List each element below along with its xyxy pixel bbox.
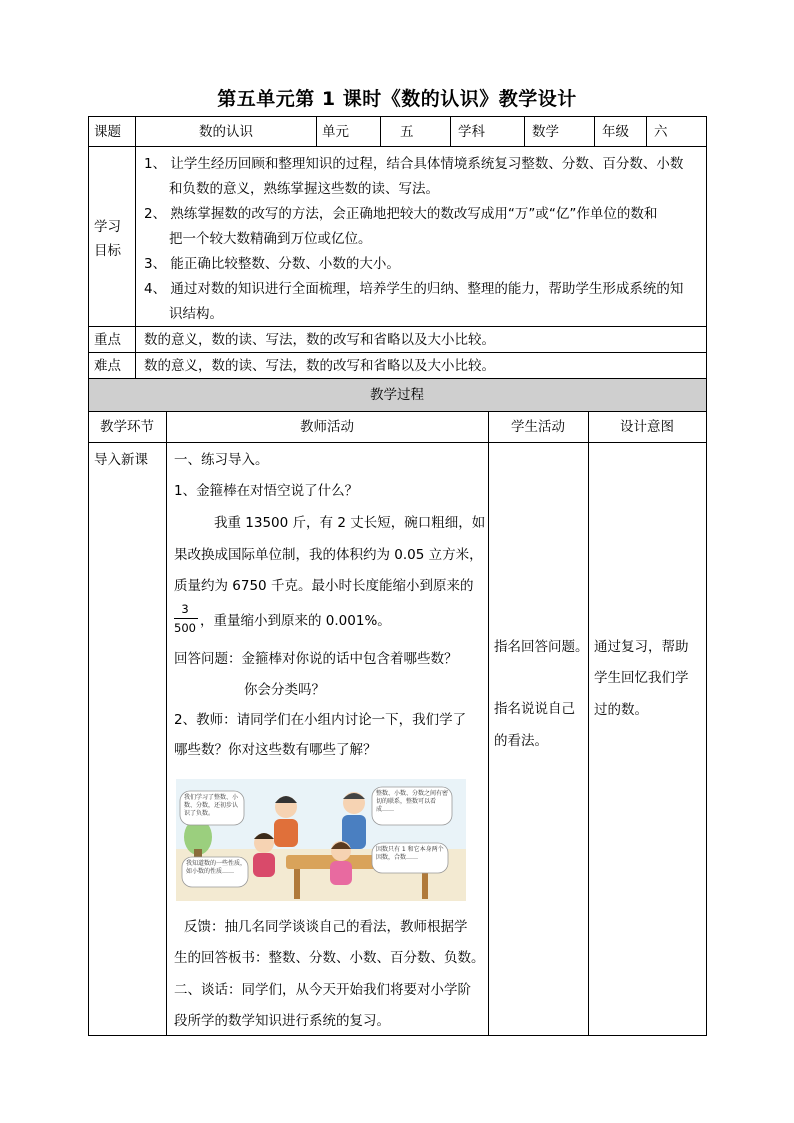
subject-label: 学科 bbox=[458, 124, 485, 140]
student-line: 指名回答问题。 bbox=[494, 639, 589, 655]
teacher-line: 哪些数？你对这些数有哪些了解？ bbox=[174, 742, 377, 758]
intent-line: 学生回忆我们学 bbox=[594, 670, 689, 686]
teacher-line: 果改换成国际单位制，我的体积约为 0.05 立方米， bbox=[174, 547, 483, 563]
fraction-bar bbox=[174, 618, 198, 619]
fraction-numerator: 3 bbox=[181, 602, 189, 616]
table-border bbox=[135, 146, 136, 378]
table-border bbox=[316, 116, 317, 146]
unit-label: 单元 bbox=[322, 124, 349, 140]
table-border bbox=[706, 116, 707, 1036]
table-border bbox=[488, 411, 489, 1036]
table-border bbox=[588, 411, 589, 1036]
teacher-line: 质量约为 6750 千克。最小时长度能缩小到原来的 bbox=[174, 578, 474, 594]
column-student: 学生活动 bbox=[511, 419, 565, 435]
objective-line: 识结构。 bbox=[169, 306, 223, 322]
student-line: 指名说说自己 bbox=[494, 701, 575, 717]
table-border bbox=[88, 1035, 707, 1036]
objective-line: 4、 通过对数的知识进行全面梳理，培养学生的归纳、整理的能力，帮助学生形成系统的知 bbox=[144, 281, 684, 297]
table-border bbox=[88, 378, 707, 379]
table-border bbox=[88, 326, 707, 327]
column-intent: 设计意图 bbox=[620, 419, 674, 435]
teacher-line: ，重量缩小到原来的 0.001%。 bbox=[200, 613, 391, 629]
page-title: 第五单元第 1 课时《数的认识》教学设计 bbox=[217, 88, 577, 110]
difficulty-label: 难点 bbox=[94, 358, 121, 374]
classroom-illustration bbox=[176, 779, 466, 901]
objective-line: 3、 能正确比较整数、分数、小数的大小。 bbox=[144, 256, 400, 272]
grade-value: 六 bbox=[654, 124, 668, 140]
teacher-line: 二、谈话：同学们，从今天开始我们将要对小学阶 bbox=[174, 982, 471, 998]
key-point-value: 数的意义，数的读、写法，数的改写和省略以及大小比较。 bbox=[144, 332, 495, 348]
teacher-line: 2、教师：请同学们在小组内讨论一下，我们学了 bbox=[174, 712, 467, 728]
objective-line: 把一个较大数精确到万位或亿位。 bbox=[169, 231, 372, 247]
intent-line: 通过复习，帮助 bbox=[594, 639, 689, 655]
teacher-line: 回答问题：金箍棒对你说的话中包含着哪些数？ bbox=[174, 651, 458, 667]
teacher-line: 段所学的数学知识进行系统的复习。 bbox=[174, 1013, 390, 1029]
teacher-line: 1、金箍棒在对悟空说了什么？ bbox=[174, 483, 359, 499]
table-border bbox=[166, 411, 167, 1036]
subject-value: 数学 bbox=[532, 124, 559, 140]
column-stage: 教学环节 bbox=[100, 419, 154, 435]
table-border bbox=[88, 411, 707, 412]
topic-label: 课题 bbox=[94, 124, 121, 140]
speech-bubble: 我知道数的一些性质，如小数的性质…… bbox=[186, 860, 247, 875]
table-border bbox=[594, 116, 595, 146]
table-border bbox=[88, 442, 707, 443]
table-border bbox=[380, 116, 381, 146]
table-border bbox=[450, 116, 451, 146]
fraction-denominator: 500 bbox=[174, 621, 196, 635]
table-border bbox=[88, 116, 89, 1036]
grade-label: 年级 bbox=[602, 124, 629, 140]
objectives-label-2: 目标 bbox=[94, 243, 121, 259]
table-border bbox=[88, 146, 707, 147]
difficulty-value: 数的意义，数的读、写法，数的改写和省略以及大小比较。 bbox=[144, 358, 495, 374]
intent-line: 过的数。 bbox=[594, 702, 648, 718]
student-line: 的看法。 bbox=[494, 733, 548, 749]
objective-line: 1、 让学生经历回顾和整理知识的过程，结合具体情境系统复习整数、分数、百分数、小数 bbox=[144, 156, 684, 172]
teacher-line: 你会分类吗？ bbox=[244, 682, 325, 698]
objective-line: 2、 熟练掌握数的改写的方法，会正确地把较大的数改写成用“万”或“亿”作单位的数和 bbox=[144, 206, 658, 222]
teacher-line: 生的回答板书：整数、分数、小数、百分数、负数。 bbox=[174, 950, 485, 966]
column-teacher: 教师活动 bbox=[300, 419, 354, 435]
table-border bbox=[88, 116, 707, 117]
teacher-line: 反馈：抽几名同学谈谈自己的看法，教师根据学 bbox=[184, 919, 468, 935]
speech-bubble: 因数只有 1 和它本身两个因数，合数…… bbox=[376, 846, 444, 861]
process-header: 教学过程 bbox=[370, 387, 424, 403]
stage-label: 导入新课 bbox=[94, 452, 148, 468]
unit-value: 五 bbox=[400, 124, 414, 140]
table-border bbox=[88, 352, 707, 353]
topic-value: 数的认识 bbox=[199, 124, 253, 140]
objective-line: 和负数的意义，熟练掌握这些数的读、写法。 bbox=[169, 181, 439, 197]
speech-bubble: 整数、小数、分数之间有密切的联系，整数可以看成…… bbox=[376, 790, 449, 813]
table-border bbox=[646, 116, 647, 146]
teacher-line: 一、练习导入。 bbox=[174, 452, 269, 468]
table-border bbox=[524, 116, 525, 146]
teacher-line: 我重 13500 斤，有 2 丈长短，碗口粗细，如 bbox=[214, 515, 486, 531]
key-point-label: 重点 bbox=[94, 332, 121, 348]
speech-bubble: 我们学习了整数、小数、分数，还初步认识了负数。 bbox=[184, 794, 239, 817]
objectives-label-1: 学习 bbox=[94, 219, 121, 235]
